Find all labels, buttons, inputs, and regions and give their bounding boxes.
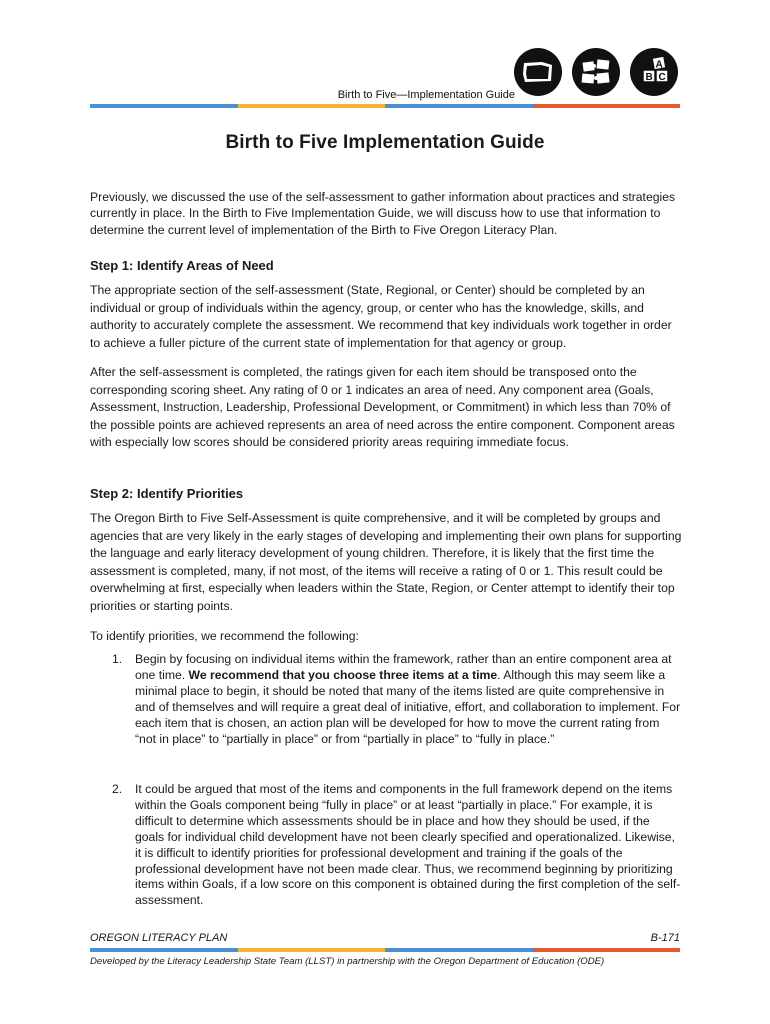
rule-segment-blue: [90, 104, 238, 108]
header-color-rule: [90, 104, 680, 108]
step2-paragraph-2: To identify priorities, we recommend the following:: [90, 629, 359, 643]
svg-text:C: C: [658, 72, 666, 83]
intro-paragraph: Previously, we discussed the use of the self-assessment to gather information about practices and strategies currently in place. In the Birth to Five Implementation Guide, we will discuss how to use that information to determine the current level of implementation of the Birth to Five Oregon Literacy Plan.: [90, 190, 676, 237]
rule-segment-orange: [533, 948, 681, 952]
rule-segment-blue: [90, 948, 238, 952]
header-icons: [514, 44, 684, 100]
step1-paragraph-1: The appropriate section of the self-assessment (State, Regional, or Center) should be completed by an individual or group of individuals within the agency, group, or center who has the knowledge, skills, and authority to accurately complete the assessment. We recommend that key individuals work together in order to achieve a fuller picture of the current state of implementation for that agency or group.: [90, 283, 672, 350]
step2-heading: Step 2: Identify Priorities: [90, 486, 244, 501]
rule-segment-yellow: [238, 948, 386, 952]
rule-segment-orange: [533, 104, 681, 108]
list-number: 2.: [112, 782, 123, 796]
list-number: 1.: [112, 652, 123, 666]
oregon-map-icon: [514, 48, 562, 96]
running-header: Birth to Five—Implementation Guide: [337, 89, 515, 101]
svg-text:A: A: [655, 59, 663, 71]
rule-segment-yellow: [238, 104, 386, 108]
list-text-bold: We recommend that you choose three items at a time: [188, 667, 498, 682]
list-text: It could be argued that most of the items and components in the full framework depend on the items within the Goals component being “fully in place” or at least “partially in place.” For example, it is difficult to determine which assessments should be in place and how they should be used, if the goals for individual child development have not been clearly specified and operationalized. Likewise, it is difficult to identify priorities for professional development and training if the goals of the professional development have not been made clear. Thus, we recommend beginning by prioritizing items within Goals, if a low score on this component is obtained during the first completion of the self-assessment.: [135, 782, 681, 908]
list-item: [90, 782, 682, 909]
step1-heading: Step 1: Identify Areas of Need: [90, 258, 274, 273]
puzzle-pieces-icon: [572, 48, 620, 96]
abc-blocks-icon: [630, 48, 678, 96]
footer-plan-name: OREGON LITERACY PLAN: [90, 932, 228, 944]
page-title: Birth to Five Implementation Guide: [225, 132, 545, 153]
list-text-before: Begin by focusing on individual items within the framework, rather than an entire component area at one time.: [135, 652, 672, 682]
rule-segment-blue: [385, 948, 533, 952]
step1-paragraph-2: After the self-assessment is completed, the ratings given for each item should be transposed onto the corresponding scoring sheet. Any rating of 0 or 1 indicates an area of need. Any component area (Goals, Assessment, Instruction, Leadership, Professional Development, or Commitment) in which less than 70% of the possible points are achieved represents an area of need across the entire component. Component areas with especially low scores should be considered priority areas requiring immediate focus.: [90, 365, 675, 450]
footer-color-rule: [90, 948, 680, 952]
list-text-after: . Although this may seem like a minimal place to begin, it should be noted that many of the items listed are quite comprehensive in and of themselves and will require a great deal of initiative, effort, and collaboration to implement. For each item that is chosen, an action plan will be developed for how to move the current rating from “not in place” to “partially in place” or from “partially in place” to “fully in place.”: [135, 667, 681, 746]
footer-credit: Developed by the Literacy Leadership State Team (LLST) in partnership with the Oregon Department of Education (ODE): [90, 956, 605, 967]
step2-paragraph-1: The Oregon Birth to Five Self-Assessment is quite comprehensive, and it will be completed by groups and agencies that are very likely in the early stages of developing and implementing their own plans for supporting the language and early literacy development of young children. Therefore, it is likely that the first time the assessment is completed, many, if not most, of the items will receive a rating of 0 or 1. This result could be overwhelming at first, especially when leaders within the State, Region, or Center attempt to identify their top priorities or starting points.: [90, 511, 682, 613]
svg-text:B: B: [645, 72, 653, 83]
page-number: B-171: [650, 932, 680, 944]
rule-segment-blue: [385, 104, 533, 108]
list-item: [90, 652, 682, 747]
